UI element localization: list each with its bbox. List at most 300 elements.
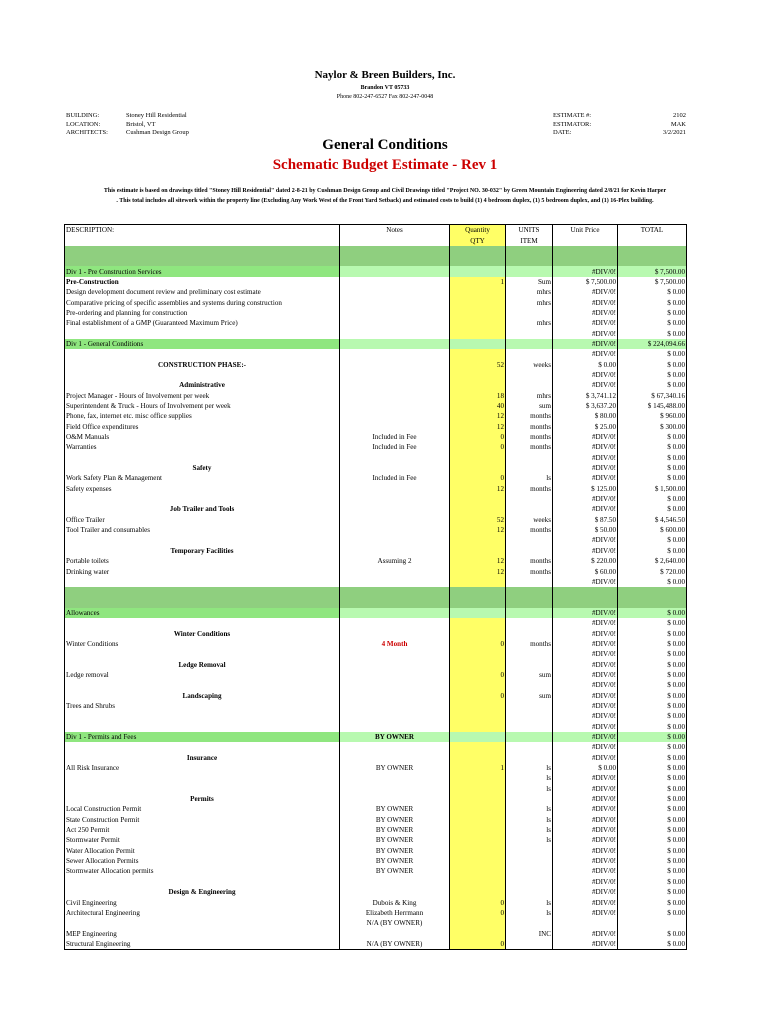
total-cell: $ 0.00	[618, 784, 687, 794]
total-cell: $ 0.00	[618, 846, 687, 856]
notes-cell: BY OWNER	[340, 732, 450, 742]
total-cell: $ 0.00	[618, 887, 687, 897]
description-cell: Comparative pricing of specific assemblies and systems during construction	[65, 297, 340, 307]
total-cell: $ 600.00	[618, 525, 687, 535]
description-cell: Tool Trailer and consumables	[65, 525, 340, 535]
quantity-cell	[450, 649, 506, 659]
table-row	[65, 835, 687, 845]
units-cell: months	[506, 566, 553, 576]
unit-price-cell: #DIV/0!	[553, 856, 618, 866]
notes-cell	[340, 928, 450, 938]
estimate-table-body	[65, 225, 687, 950]
table-row	[65, 277, 687, 287]
quantity-cell	[450, 825, 506, 835]
units-cell: mhrs	[506, 297, 553, 307]
notes-cell	[340, 753, 450, 763]
total-cell: $ 0.00	[618, 897, 687, 907]
total-cell: $ 0.00	[618, 701, 687, 711]
subheading-row	[65, 887, 687, 897]
unit-price-cell: #DIV/0!	[553, 815, 618, 825]
units-cell	[506, 546, 553, 556]
notes-cell	[340, 256, 450, 266]
quantity-cell	[450, 266, 506, 276]
description-cell: Pre-ordering and planning for construction	[65, 308, 340, 318]
description-cell: Permits	[65, 794, 340, 804]
units-cell	[506, 742, 553, 752]
units-cell	[506, 659, 553, 669]
quantity-cell	[450, 587, 506, 597]
table-row	[65, 773, 687, 783]
units-cell	[506, 794, 553, 804]
col-quantity-header: Quantity	[450, 225, 506, 236]
table-row	[65, 856, 687, 866]
notes-cell	[340, 722, 450, 732]
units-cell	[506, 266, 553, 276]
total-cell: $ 0.00	[618, 618, 687, 628]
location-value: Bristol, VT	[126, 120, 156, 128]
col-notes-header: Notes	[340, 225, 450, 236]
subheading-row	[65, 463, 687, 473]
description-cell	[65, 784, 340, 794]
quantity-cell	[450, 753, 506, 763]
notes-cell	[340, 308, 450, 318]
unit-price-cell: $ 125.00	[553, 484, 618, 494]
notes-cell	[340, 649, 450, 659]
description-cell: Winter Conditions	[65, 628, 340, 638]
notes-cell	[340, 690, 450, 700]
total-cell: $ 0.00	[618, 794, 687, 804]
units-cell: sum	[506, 401, 553, 411]
units-cell	[506, 256, 553, 266]
unit-price-cell: #DIV/0!	[553, 753, 618, 763]
quantity-cell	[450, 256, 506, 266]
quantity-cell	[450, 846, 506, 856]
notes-cell	[340, 349, 450, 359]
quantity-cell: 12	[450, 484, 506, 494]
units-cell	[506, 535, 553, 545]
total-cell: $ 0.00	[618, 535, 687, 545]
total-cell: $ 300.00	[618, 422, 687, 432]
quantity-cell	[450, 680, 506, 690]
total-cell: $ 0.00	[618, 856, 687, 866]
description-cell: Superintendent & Truck - Hours of Involvement per week	[65, 401, 340, 411]
company-address: Brandon VT 05733	[360, 85, 410, 91]
unit-price-cell: #DIV/0!	[553, 432, 618, 442]
total-cell	[618, 918, 687, 928]
table-row	[65, 422, 687, 432]
description-cell	[65, 256, 340, 266]
total-cell: $ 0.00	[618, 711, 687, 721]
notes-cell: Included in Fee	[340, 473, 450, 483]
description-cell	[65, 918, 340, 928]
units-cell	[506, 370, 553, 380]
unit-price-cell: #DIV/0!	[553, 794, 618, 804]
units-cell	[506, 504, 553, 514]
table-row	[65, 432, 687, 442]
quantity-cell	[450, 928, 506, 938]
notes-cell	[340, 370, 450, 380]
units-cell: ls	[506, 473, 553, 483]
description-cell: Div 1 - Pre Construction Services	[65, 266, 340, 276]
unit-price-cell: #DIV/0!	[553, 742, 618, 752]
notes-cell	[340, 297, 450, 307]
unit-price-cell: #DIV/0!	[553, 339, 618, 349]
notes-cell	[340, 587, 450, 597]
total-cell: $ 4,546.50	[618, 515, 687, 525]
description-cell: Warranties	[65, 442, 340, 452]
description-line-1: This estimate is based on drawings titled "Stoney Hill Residential" dated 2-8-21 by Cushman Design Group and Civil Drawings titled "Project NO. 30-032" by Green Mountain Engineering dated 2/8/21 for Kevin Harper	[103, 188, 667, 194]
description-cell	[65, 370, 340, 380]
unit-price-cell	[553, 918, 618, 928]
total-cell: $ 0.00	[618, 825, 687, 835]
unit-price-cell: #DIV/0!	[553, 608, 618, 618]
quantity-cell: 12	[450, 422, 506, 432]
notes-cell	[340, 794, 450, 804]
total-cell: $ 0.00	[618, 690, 687, 700]
description-cell: Winter Conditions	[65, 639, 340, 649]
spacer-row	[65, 256, 687, 266]
notes-cell	[340, 422, 450, 432]
quantity-cell	[450, 504, 506, 514]
total-cell: $ 0.00	[618, 328, 687, 338]
description-cell: Div 1 - Permits and Fees	[65, 732, 340, 742]
units-cell	[506, 649, 553, 659]
quantity-cell: 18	[450, 391, 506, 401]
description-cell: Design & Engineering	[65, 887, 340, 897]
description-cell: Insurance	[65, 753, 340, 763]
total-cell: $ 224,094.66	[618, 339, 687, 349]
unit-price-cell: #DIV/0!	[553, 349, 618, 359]
description-cell: Ledge Removal	[65, 659, 340, 669]
table-row	[65, 815, 687, 825]
total-cell: $ 0.00	[618, 432, 687, 442]
unit-price-cell: #DIV/0!	[553, 463, 618, 473]
notes-cell	[340, 670, 450, 680]
unit-price-cell: #DIV/0!	[553, 897, 618, 907]
units-cell	[506, 846, 553, 856]
description-cell: State Construction Permit	[65, 815, 340, 825]
unit-price-cell: $ 80.00	[553, 411, 618, 421]
unit-price-cell: #DIV/0!	[553, 784, 618, 794]
quantity-cell	[450, 608, 506, 618]
units-cell	[506, 380, 553, 390]
col-item-header: ITEM	[506, 235, 553, 245]
total-cell: $ 0.00	[618, 473, 687, 483]
units-cell	[506, 587, 553, 597]
table-row	[65, 556, 687, 566]
section-row	[65, 339, 687, 349]
notes-cell	[340, 535, 450, 545]
table-row	[65, 297, 687, 307]
info-left-labels	[66, 112, 108, 138]
quantity-cell: 0	[450, 908, 506, 918]
quantity-cell	[450, 380, 506, 390]
notes-cell	[340, 515, 450, 525]
total-cell: $ 0.00	[618, 928, 687, 938]
total-cell: $ 0.00	[618, 773, 687, 783]
total-cell: $ 7,500.00	[618, 277, 687, 287]
quantity-cell	[450, 628, 506, 638]
section-row	[65, 732, 687, 742]
notes-cell	[340, 566, 450, 576]
description-cell: Safety expenses	[65, 484, 340, 494]
table-header-row	[65, 225, 687, 236]
quantity-cell	[450, 866, 506, 876]
description-cell: Office Trailer	[65, 515, 340, 525]
table-row	[65, 784, 687, 794]
total-cell: $ 0.00	[618, 297, 687, 307]
description-cell: Stormwater Permit	[65, 835, 340, 845]
unit-price-cell: #DIV/0!	[553, 618, 618, 628]
spacer-row	[65, 246, 687, 256]
description-cell	[65, 453, 340, 463]
estimator-value: MAK	[670, 120, 686, 128]
table-row	[65, 908, 687, 918]
total-cell: $ 0.00	[618, 370, 687, 380]
description-cell: Ledge removal	[65, 670, 340, 680]
description-cell: Work Safety Plan & Management	[65, 473, 340, 483]
description-cell: Water Allocation Permit	[65, 846, 340, 856]
building-label: BUILDING:	[66, 112, 100, 119]
table-row	[65, 328, 687, 338]
units-cell: ls	[506, 825, 553, 835]
table-row	[65, 897, 687, 907]
unit-price-cell: $ 0.00	[553, 763, 618, 773]
notes-cell: BY OWNER	[340, 866, 450, 876]
quantity-cell	[450, 659, 506, 669]
units-cell: months	[506, 525, 553, 535]
units-cell: ls	[506, 835, 553, 845]
quantity-cell	[450, 318, 506, 328]
total-cell: $ 145,488.00	[618, 401, 687, 411]
unit-price-cell: #DIV/0!	[553, 928, 618, 938]
total-cell: $ 0.00	[618, 349, 687, 359]
total-cell: $ 0.00	[618, 804, 687, 814]
total-cell: $ 0.00	[618, 287, 687, 297]
total-cell: $ 2,640.00	[618, 556, 687, 566]
quantity-cell: 0	[450, 432, 506, 442]
unit-price-cell: #DIV/0!	[553, 670, 618, 680]
unit-price-cell: #DIV/0!	[553, 690, 618, 700]
description-cell: All Risk Insurance	[65, 763, 340, 773]
description-cell: Administrative	[65, 380, 340, 390]
total-cell: $ 0.00	[618, 639, 687, 649]
unit-price-cell: #DIV/0!	[553, 846, 618, 856]
spacer-row	[65, 587, 687, 597]
total-cell: $ 1,500.00	[618, 484, 687, 494]
quantity-cell: 0	[450, 670, 506, 680]
page-subtitle: Schematic Budget Estimate - Rev 1	[272, 157, 498, 173]
table-row	[65, 411, 687, 421]
total-cell: $ 0.00	[618, 308, 687, 318]
description-cell: Portable toilets	[65, 556, 340, 566]
notes-cell	[340, 577, 450, 587]
quantity-cell: 1	[450, 277, 506, 287]
unit-price-cell: #DIV/0!	[553, 835, 618, 845]
description-cell	[65, 587, 340, 597]
unit-price-cell: #DIV/0!	[553, 370, 618, 380]
table-row	[65, 535, 687, 545]
unit-price-cell: #DIV/0!	[553, 711, 618, 721]
col-unit-price-header: Unit Price	[553, 225, 618, 236]
table-row	[65, 825, 687, 835]
notes-cell	[340, 877, 450, 887]
notes-cell	[340, 339, 450, 349]
description-cell	[65, 773, 340, 783]
units-cell	[506, 246, 553, 256]
description-cell: O&M Manuals	[65, 432, 340, 442]
units-cell	[506, 628, 553, 638]
description-cell	[65, 246, 340, 256]
quantity-cell	[450, 732, 506, 742]
total-cell: $ 720.00	[618, 566, 687, 576]
col-qty-header: QTY	[450, 235, 506, 245]
table-row	[65, 670, 687, 680]
units-cell	[506, 722, 553, 732]
description-cell	[65, 349, 340, 359]
unit-price-cell: $ 50.00	[553, 525, 618, 535]
unit-price-cell: #DIV/0!	[553, 453, 618, 463]
table-row	[65, 649, 687, 659]
quantity-cell: 12	[450, 566, 506, 576]
description-cell	[65, 722, 340, 732]
notes-cell: Elizabeth Herrmann	[340, 908, 450, 918]
notes-cell	[340, 266, 450, 276]
description-cell: CONSTRUCTION PHASE:-	[65, 359, 340, 369]
units-cell	[506, 939, 553, 950]
unit-price-cell: #DIV/0!	[553, 773, 618, 783]
units-cell	[506, 453, 553, 463]
units-cell: months	[506, 432, 553, 442]
unit-price-cell: $ 25.00	[553, 422, 618, 432]
unit-price-cell: $ 220.00	[553, 556, 618, 566]
notes-cell: Included in Fee	[340, 442, 450, 452]
units-cell: ls	[506, 784, 553, 794]
quantity-cell	[450, 701, 506, 711]
table-row	[65, 473, 687, 483]
units-cell	[506, 732, 553, 742]
description-cell: Structural Engineering	[65, 939, 340, 950]
building-value: Stoney Hill Residential	[126, 112, 187, 119]
quantity-cell	[450, 287, 506, 297]
date-label: DATE:	[553, 129, 572, 136]
quantity-cell	[450, 463, 506, 473]
estimate-label: ESTIMATE #:	[553, 112, 592, 119]
unit-price-cell: #DIV/0!	[553, 639, 618, 649]
quantity-cell	[450, 877, 506, 887]
notes-cell	[340, 504, 450, 514]
unit-price-cell: #DIV/0!	[553, 442, 618, 452]
table-row	[65, 577, 687, 587]
architects-label: ARCHITECTS:	[66, 129, 108, 136]
notes-cell	[340, 287, 450, 297]
units-cell	[506, 866, 553, 876]
table-row	[65, 525, 687, 535]
total-cell: $ 0.00	[618, 504, 687, 514]
units-cell: mhrs	[506, 391, 553, 401]
units-cell: sum	[506, 670, 553, 680]
units-cell: months	[506, 422, 553, 432]
units-cell: ls	[506, 804, 553, 814]
notes-cell	[340, 411, 450, 421]
quantity-cell	[450, 453, 506, 463]
units-cell	[506, 349, 553, 359]
unit-price-cell: $ 87.50	[553, 515, 618, 525]
quantity-cell: 0	[450, 473, 506, 483]
units-cell: months	[506, 442, 553, 452]
total-cell: $ 0.00	[618, 763, 687, 773]
table-row	[65, 618, 687, 628]
total-cell: $ 0.00	[618, 670, 687, 680]
table-row	[65, 515, 687, 525]
company-name: Naylor & Breen Builders, Inc.	[314, 69, 456, 81]
subheading-row	[65, 690, 687, 700]
total-cell	[618, 587, 687, 597]
subheading-row	[65, 380, 687, 390]
unit-price-cell: $ 7,500.00	[553, 277, 618, 287]
units-cell: INC	[506, 928, 553, 938]
col-total-header: TOTAL	[618, 225, 687, 236]
notes-cell	[340, 277, 450, 287]
quantity-cell	[450, 835, 506, 845]
description-cell: Drinking water	[65, 566, 340, 576]
col-units-header: UNITS	[506, 225, 553, 236]
unit-price-cell: #DIV/0!	[553, 680, 618, 690]
notes-cell: BY OWNER	[340, 804, 450, 814]
unit-price-cell: #DIV/0!	[553, 659, 618, 669]
quantity-cell	[450, 370, 506, 380]
unit-price-cell: #DIV/0!	[553, 701, 618, 711]
quantity-cell	[450, 918, 506, 928]
quantity-cell	[450, 887, 506, 897]
units-cell: weeks	[506, 515, 553, 525]
description-cell: Sewer Allocation Permits	[65, 856, 340, 866]
description-line-2: . This total includes all sitework within the property line (Excluding Any Work West of the Front Yard Setback) and estimated costs to build (1) 4 bedroom duplex, (1) 5 bedroom duplex, and (1) 16-Plex building.	[116, 198, 654, 204]
quantity-cell	[450, 349, 506, 359]
quantity-cell	[450, 742, 506, 752]
total-cell: $ 0.00	[618, 908, 687, 918]
table-row	[65, 711, 687, 721]
unit-price-cell: #DIV/0!	[553, 535, 618, 545]
subheading-row	[65, 359, 687, 369]
notes-cell: 4 Month	[340, 639, 450, 649]
quantity-cell: 40	[450, 401, 506, 411]
location-label: LOCATION:	[66, 120, 101, 128]
units-cell: months	[506, 556, 553, 566]
units-cell	[506, 308, 553, 318]
description-cell: Final establishment of a GMP (Guaranteed Maximum Price)	[65, 318, 340, 328]
units-cell: mhrs	[506, 318, 553, 328]
unit-price-cell: $ 3,741.12	[553, 391, 618, 401]
notes-cell	[340, 784, 450, 794]
unit-price-cell: #DIV/0!	[553, 939, 618, 950]
notes-cell	[340, 318, 450, 328]
units-cell	[506, 494, 553, 504]
description-cell: Stormwater Allocation permits	[65, 866, 340, 876]
subheading-row	[65, 504, 687, 514]
notes-cell: BY OWNER	[340, 815, 450, 825]
description-cell: Field Office expenditures	[65, 422, 340, 432]
description-cell	[65, 535, 340, 545]
quantity-cell: 0	[450, 690, 506, 700]
units-cell	[506, 328, 553, 338]
total-cell	[618, 256, 687, 266]
table-row	[65, 680, 687, 690]
notes-cell: BY OWNER	[340, 763, 450, 773]
unit-price-cell: $ 3,637.20	[553, 401, 618, 411]
unit-price-cell	[553, 256, 618, 266]
description-cell: Landscaping	[65, 690, 340, 700]
